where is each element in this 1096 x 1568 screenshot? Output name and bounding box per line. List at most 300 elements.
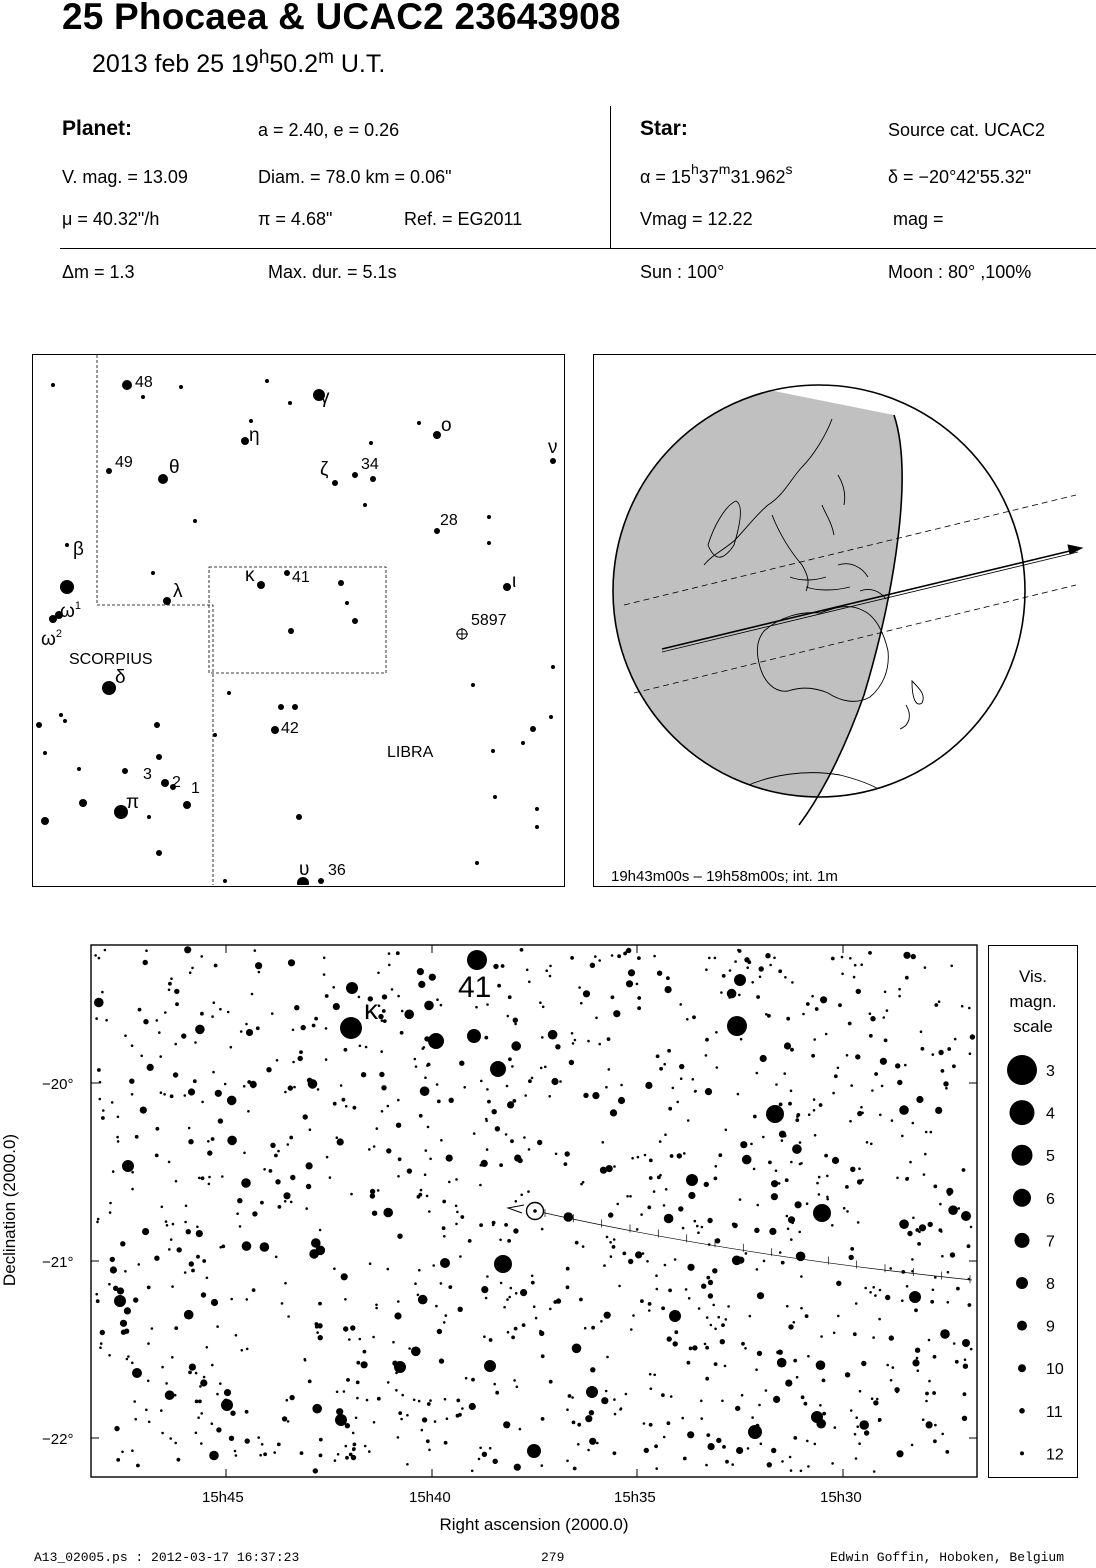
detail-star bbox=[260, 1201, 264, 1205]
detail-star bbox=[519, 1428, 522, 1431]
detail-star bbox=[697, 1231, 700, 1234]
detail-star bbox=[240, 1030, 243, 1033]
detail-star bbox=[925, 1392, 929, 1396]
detail-star bbox=[889, 1335, 894, 1340]
detail-star bbox=[577, 1423, 581, 1427]
detail-star bbox=[109, 1202, 112, 1205]
detail-star bbox=[722, 974, 726, 978]
detail-star bbox=[956, 1287, 960, 1291]
detail-star bbox=[831, 1462, 834, 1465]
legend-mag-label: 7 bbox=[1046, 1233, 1055, 1251]
detail-star bbox=[918, 1231, 921, 1234]
detail-star bbox=[901, 1135, 904, 1138]
detail-star bbox=[904, 1064, 907, 1067]
detail-star bbox=[221, 1175, 224, 1178]
detail-star bbox=[632, 1314, 635, 1317]
detail-star bbox=[312, 1404, 322, 1414]
detail-star bbox=[383, 1208, 393, 1218]
detail-star bbox=[571, 1032, 574, 1035]
detail-star bbox=[544, 1066, 547, 1069]
detail-star bbox=[117, 1287, 124, 1294]
detail-star bbox=[348, 1338, 351, 1341]
detail-star bbox=[795, 1118, 799, 1122]
detail-star bbox=[815, 1007, 819, 1011]
detail-star bbox=[533, 1305, 536, 1308]
detail-star bbox=[704, 1182, 709, 1187]
detail-star bbox=[422, 1417, 427, 1422]
detail-star bbox=[241, 1349, 244, 1352]
detail-star bbox=[717, 1316, 720, 1319]
detail-star bbox=[442, 1200, 446, 1204]
x-tick-15h30: 15h30 bbox=[820, 1489, 862, 1506]
detail-star bbox=[366, 1399, 369, 1402]
detail-star bbox=[819, 1103, 823, 1107]
detail-star bbox=[555, 1153, 558, 1156]
detail-star bbox=[577, 1443, 580, 1446]
finder-star bbox=[51, 383, 55, 387]
detail-star bbox=[351, 1455, 356, 1460]
detail-star bbox=[108, 1283, 111, 1286]
detail-star bbox=[935, 1107, 942, 1114]
detail-star bbox=[741, 1342, 745, 1346]
detail-star bbox=[116, 1136, 119, 1139]
finder-star bbox=[241, 437, 249, 445]
detail-star bbox=[701, 1226, 704, 1229]
detail-star bbox=[508, 995, 512, 999]
detail-star bbox=[947, 1301, 950, 1304]
detail-star bbox=[646, 1260, 649, 1263]
detail-star bbox=[756, 995, 760, 999]
bright-star bbox=[467, 950, 487, 970]
detail-star bbox=[876, 1398, 879, 1401]
detail-star bbox=[383, 1019, 387, 1023]
detail-star bbox=[933, 1439, 937, 1443]
detail-star bbox=[484, 1036, 488, 1040]
detail-star bbox=[127, 1355, 130, 1358]
detail-star bbox=[382, 994, 387, 999]
detail-star bbox=[934, 1424, 937, 1427]
finder-star bbox=[369, 441, 373, 445]
detail-star bbox=[344, 1298, 347, 1301]
detail-star bbox=[655, 1274, 658, 1277]
detail-star bbox=[854, 1433, 857, 1436]
detail-star bbox=[896, 1391, 899, 1394]
detail-star bbox=[613, 1398, 616, 1401]
label-28: 28 bbox=[440, 512, 458, 529]
detail-star bbox=[801, 1395, 805, 1399]
x-axis-label: Right ascension (2000.0) bbox=[439, 1515, 629, 1534]
detail-star bbox=[436, 1083, 439, 1086]
detail-star bbox=[788, 1324, 793, 1329]
bright-star bbox=[961, 1211, 971, 1221]
detail-star bbox=[859, 1420, 869, 1430]
detail-star bbox=[174, 1043, 177, 1046]
detail-star bbox=[786, 1017, 790, 1021]
detail-star bbox=[870, 1016, 875, 1021]
detail-star bbox=[200, 955, 203, 958]
detail-star bbox=[138, 1263, 141, 1266]
detail-star bbox=[492, 1109, 497, 1114]
detail-star bbox=[808, 1113, 811, 1116]
bright-star bbox=[586, 1386, 598, 1398]
detail-star bbox=[165, 1390, 175, 1400]
detail-star bbox=[184, 1221, 187, 1224]
finder-star bbox=[471, 683, 475, 687]
finder-star bbox=[352, 472, 358, 478]
detail-star bbox=[963, 1392, 967, 1396]
detail-star bbox=[191, 967, 194, 970]
detail-star bbox=[292, 1029, 295, 1032]
detail-star bbox=[428, 1210, 431, 1213]
detail-star bbox=[213, 1001, 216, 1004]
detail-star bbox=[855, 1457, 858, 1460]
detail-star bbox=[186, 1229, 191, 1234]
detail-star bbox=[768, 1161, 772, 1165]
finder-star bbox=[193, 519, 197, 523]
detail-star bbox=[151, 1327, 154, 1330]
detail-star bbox=[657, 1176, 661, 1180]
detail-star bbox=[206, 1277, 209, 1280]
detail-star bbox=[154, 1256, 159, 1261]
detail-star bbox=[771, 1448, 776, 1453]
detail-star bbox=[541, 1354, 545, 1358]
detail-star bbox=[481, 1160, 488, 1167]
detail-star bbox=[629, 1195, 632, 1198]
detail-star bbox=[938, 1228, 942, 1232]
detail-star bbox=[745, 1252, 748, 1255]
detail-star bbox=[396, 1123, 401, 1128]
detail-star bbox=[969, 1052, 972, 1055]
detail-star bbox=[424, 1173, 427, 1176]
detail-star bbox=[661, 1306, 665, 1310]
detail-star bbox=[735, 1406, 740, 1411]
detail-star bbox=[814, 1134, 817, 1137]
detail-star bbox=[919, 1224, 926, 1231]
detail-star bbox=[489, 1338, 493, 1342]
detail-star bbox=[377, 1397, 381, 1401]
globular-cluster-icon bbox=[456, 628, 468, 640]
detail-star bbox=[510, 1139, 514, 1143]
detail-star bbox=[256, 1026, 260, 1030]
detail-star bbox=[899, 1105, 909, 1115]
detail-star bbox=[482, 1452, 487, 1457]
detail-star bbox=[277, 1150, 280, 1153]
detail-star bbox=[520, 948, 524, 952]
detail-star bbox=[343, 1390, 346, 1393]
detail-star bbox=[738, 994, 741, 997]
detail-star bbox=[666, 976, 670, 980]
detail-star bbox=[245, 1023, 248, 1026]
detail-star bbox=[714, 1177, 718, 1181]
bright-star bbox=[686, 1174, 698, 1186]
detail-star bbox=[289, 1395, 294, 1400]
detail-star bbox=[298, 1056, 303, 1061]
detail-star bbox=[740, 1141, 747, 1148]
legend-star-mag-10 bbox=[1018, 1364, 1026, 1372]
detail-star bbox=[97, 1218, 100, 1221]
detail-star bbox=[687, 1361, 691, 1365]
sun-elongation: Sun : 100° bbox=[640, 262, 725, 282]
detail-star bbox=[358, 996, 361, 999]
detail-star bbox=[143, 1019, 148, 1024]
detail-star bbox=[714, 957, 717, 960]
detail-star bbox=[417, 1195, 421, 1199]
detail-star bbox=[647, 1206, 651, 1210]
detail-star bbox=[175, 1180, 178, 1183]
detail-star bbox=[195, 1025, 205, 1035]
label-gamma: γ bbox=[320, 387, 330, 408]
detail-star bbox=[565, 1151, 570, 1156]
legend-mag-label: 4 bbox=[1046, 1105, 1055, 1123]
detail-star bbox=[169, 1437, 172, 1440]
detail-star bbox=[740, 1038, 743, 1041]
detail-star bbox=[856, 989, 861, 994]
detail-star bbox=[522, 1323, 526, 1327]
detail-star bbox=[480, 1080, 483, 1083]
detail-star bbox=[869, 1012, 872, 1015]
detail-star bbox=[165, 1220, 168, 1223]
detail-star bbox=[753, 1168, 756, 1171]
label-3: 3 bbox=[143, 766, 152, 783]
detail-star bbox=[916, 1357, 919, 1360]
detail-star bbox=[781, 1460, 784, 1463]
detail-star bbox=[819, 1404, 822, 1407]
detail-star bbox=[131, 1044, 134, 1047]
globe-caption: 19h43m00s – 19h58m00s; int. 1m bbox=[611, 868, 838, 885]
detail-star bbox=[99, 1081, 102, 1084]
detail-star bbox=[512, 1099, 516, 1103]
detail-star bbox=[277, 1443, 281, 1447]
detail-star bbox=[753, 1115, 757, 1119]
detail-star bbox=[99, 1346, 102, 1349]
finder-star bbox=[265, 379, 269, 383]
detail-star bbox=[692, 1345, 697, 1350]
detail-star bbox=[171, 1356, 174, 1359]
detail-star bbox=[654, 1444, 658, 1448]
detail-star bbox=[516, 1386, 519, 1389]
detail-star bbox=[189, 1261, 194, 1266]
detail-star bbox=[528, 1148, 531, 1151]
detail-star bbox=[813, 1098, 816, 1101]
bright-star bbox=[734, 974, 746, 986]
detail-star bbox=[968, 1303, 972, 1307]
hour-superscript: h bbox=[258, 47, 270, 68]
detail-star bbox=[858, 1442, 861, 1445]
detail-star bbox=[930, 1131, 933, 1134]
detail-star bbox=[777, 1358, 787, 1368]
detail-star bbox=[99, 1098, 102, 1101]
detail-star bbox=[573, 1467, 577, 1471]
detail-star bbox=[378, 1004, 381, 1007]
detail-star bbox=[648, 1309, 651, 1312]
detail-star bbox=[707, 1218, 712, 1223]
detail-star bbox=[282, 1416, 287, 1421]
detail-star bbox=[465, 1377, 468, 1380]
detail-star bbox=[147, 1286, 151, 1290]
detail-star bbox=[928, 1380, 931, 1383]
detail-star bbox=[767, 1462, 772, 1467]
detail-star bbox=[506, 1085, 509, 1088]
detail-star bbox=[917, 1369, 920, 1372]
detail-star bbox=[934, 1003, 938, 1007]
detail-star bbox=[344, 1048, 348, 1052]
detail-star bbox=[941, 1069, 945, 1073]
detail-star bbox=[444, 1441, 448, 1445]
detail-star bbox=[299, 1050, 303, 1054]
detail-star bbox=[208, 1176, 211, 1179]
detail-star bbox=[207, 1140, 210, 1143]
detail-star bbox=[319, 1229, 322, 1232]
detail-star bbox=[785, 1178, 789, 1182]
detail-star bbox=[111, 1101, 114, 1104]
detail-star bbox=[337, 1138, 344, 1145]
legend-title-line2: magn. bbox=[1009, 992, 1057, 1011]
detail-star bbox=[572, 1421, 576, 1425]
finder-star bbox=[79, 799, 87, 807]
detail-star bbox=[191, 1269, 195, 1273]
detail-star bbox=[606, 1356, 609, 1359]
label-eta: η bbox=[249, 425, 260, 446]
detail-star bbox=[568, 1394, 572, 1398]
detail-star bbox=[487, 1100, 491, 1104]
detail-star bbox=[448, 1285, 452, 1289]
detail-star bbox=[793, 1436, 797, 1440]
detail-star bbox=[284, 1091, 287, 1094]
detail-star bbox=[397, 1234, 402, 1239]
detail-star bbox=[542, 1006, 545, 1009]
detail-star bbox=[112, 1170, 115, 1173]
detail-star bbox=[184, 1310, 194, 1320]
detail-star bbox=[746, 966, 749, 969]
detail-star bbox=[375, 1304, 378, 1307]
detail-star bbox=[653, 1374, 656, 1377]
detail-star bbox=[722, 1445, 726, 1449]
label-delta: δ bbox=[115, 667, 126, 688]
detail-star bbox=[511, 1041, 521, 1051]
detail-star bbox=[612, 1245, 616, 1249]
detail-star bbox=[406, 1463, 409, 1466]
detail-star bbox=[252, 1211, 257, 1216]
detail-star bbox=[188, 1371, 192, 1375]
detail-star bbox=[566, 1285, 570, 1289]
detail-star bbox=[672, 1087, 675, 1090]
detail-star bbox=[131, 1188, 134, 1191]
detail-star bbox=[822, 1412, 826, 1416]
detail-star bbox=[705, 1038, 709, 1042]
detail-star bbox=[679, 1064, 684, 1069]
detail-star bbox=[278, 1205, 282, 1209]
detail-star bbox=[342, 1098, 346, 1102]
detail-star bbox=[395, 1389, 398, 1392]
detail-star bbox=[928, 1222, 933, 1227]
detail-star bbox=[479, 1223, 483, 1227]
detail-star bbox=[160, 1409, 163, 1412]
detail-star bbox=[136, 1464, 140, 1468]
detail-star bbox=[598, 1043, 601, 1046]
finder-star bbox=[487, 541, 491, 545]
detail-star bbox=[790, 1238, 793, 1241]
detail-star bbox=[448, 1181, 451, 1184]
detail-star bbox=[227, 1011, 230, 1014]
detail-star bbox=[511, 1336, 515, 1340]
detail-star bbox=[579, 1298, 583, 1302]
detail-star bbox=[665, 1188, 668, 1191]
detail-star bbox=[163, 1093, 166, 1096]
detail-star bbox=[786, 1305, 789, 1308]
detail-star bbox=[269, 1169, 273, 1173]
detail-star bbox=[833, 1332, 836, 1335]
detail-star bbox=[345, 1456, 349, 1460]
detail-star bbox=[732, 1256, 742, 1266]
detail-star bbox=[275, 1179, 280, 1184]
detail-star bbox=[101, 1116, 105, 1120]
detail-star bbox=[235, 1334, 238, 1337]
finder-star bbox=[122, 768, 128, 774]
detail-star bbox=[572, 1042, 575, 1045]
label-libra: LIBRA bbox=[387, 744, 434, 761]
detail-star bbox=[479, 1447, 482, 1450]
detail-star bbox=[493, 1459, 498, 1464]
detail-star bbox=[479, 1184, 482, 1187]
detail-star bbox=[194, 1041, 197, 1044]
detail-star bbox=[531, 1077, 534, 1080]
detail-star bbox=[121, 1451, 124, 1454]
detail-star bbox=[507, 1015, 510, 1018]
label-kappa: κ bbox=[245, 565, 255, 586]
detail-star bbox=[587, 1449, 590, 1452]
detail-star bbox=[370, 1189, 375, 1194]
detail-star bbox=[386, 1148, 391, 1153]
finder-star bbox=[63, 719, 67, 723]
detail-star bbox=[211, 1137, 215, 1141]
detail-star bbox=[201, 1101, 204, 1104]
detail-star bbox=[503, 1306, 506, 1309]
detail-star bbox=[363, 1350, 367, 1354]
detail-star bbox=[159, 1055, 162, 1058]
bright-star bbox=[813, 1204, 831, 1222]
detail-star bbox=[263, 1168, 266, 1171]
detail-star bbox=[618, 1097, 625, 1104]
detail-star bbox=[292, 1061, 295, 1064]
detail-star bbox=[924, 966, 927, 969]
detail-star bbox=[958, 1207, 961, 1210]
star-heading: Star: bbox=[640, 117, 688, 140]
finder-star bbox=[183, 801, 191, 809]
label-upsilon: υ bbox=[299, 859, 310, 880]
detail-star bbox=[589, 1410, 594, 1415]
detail-star bbox=[790, 1469, 793, 1472]
detail-star bbox=[164, 1011, 167, 1014]
finder-star bbox=[530, 726, 536, 732]
label-49: 49 bbox=[115, 454, 133, 471]
label-zeta: ζ bbox=[320, 459, 329, 480]
detail-star bbox=[459, 1255, 462, 1258]
detail-star bbox=[598, 959, 601, 962]
detail-star bbox=[611, 954, 614, 957]
detail-star bbox=[524, 1094, 527, 1097]
bright-star bbox=[122, 1160, 134, 1172]
detail-star bbox=[197, 1416, 200, 1419]
detail-star bbox=[790, 1161, 793, 1164]
detail-star bbox=[715, 1165, 718, 1168]
detail-star bbox=[319, 1454, 323, 1458]
finder-star bbox=[156, 754, 162, 760]
detail-star bbox=[608, 1212, 613, 1217]
label-42: 42 bbox=[281, 720, 299, 737]
detail-star bbox=[895, 1063, 900, 1068]
detail-star bbox=[486, 1088, 489, 1091]
detail-star bbox=[864, 1287, 867, 1290]
